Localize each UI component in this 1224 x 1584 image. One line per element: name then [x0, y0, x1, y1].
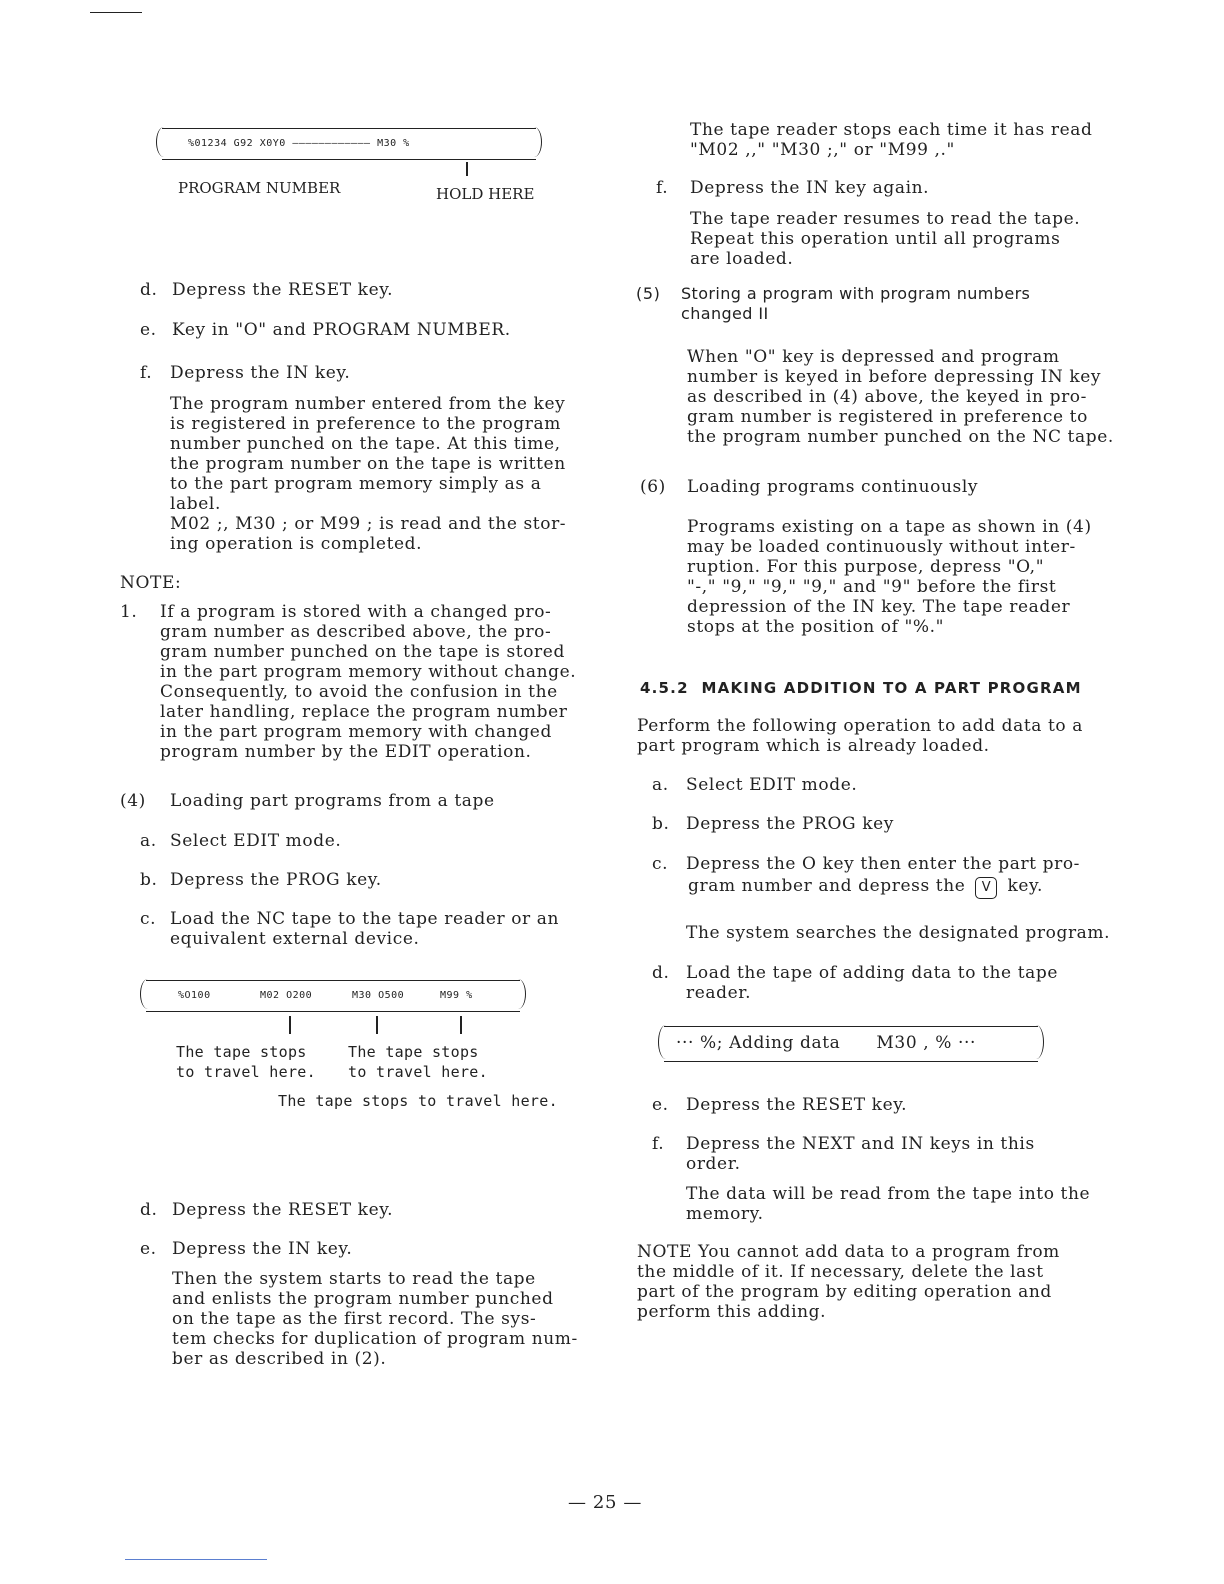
- step-d4-letter: d.: [140, 1200, 158, 1220]
- step-e4-letter: e.: [140, 1239, 157, 1259]
- step-e-letter-right: e.: [652, 1095, 669, 1115]
- section-6-number: (6): [640, 477, 666, 497]
- step-f-text-right: Depress the NEXT and IN keys in this order.: [686, 1134, 1035, 1174]
- step-e4-text: Depress the IN key.: [172, 1239, 353, 1259]
- step-c4-letter: c.: [140, 909, 157, 929]
- step-b-letter: b.: [652, 814, 670, 834]
- step-c4-text: Load the NC tape to the tape reader or an equivalent external device.: [170, 909, 560, 949]
- scan-mark-top: [90, 12, 142, 13]
- step-b4-text: Depress the PROG key.: [170, 870, 382, 890]
- section-6-title: Loading programs continuously: [687, 477, 979, 497]
- note-1-text: If a program is stored with a changed pro- gram number as described above, the pro- gram number punched on the tape is stored in the part program memory without change. Consequently, to avoid the confusion in the later handling, replace the program number in the part program memory with changed program number by the EDIT operation.: [160, 602, 577, 762]
- note-label: NOTE:: [120, 573, 182, 593]
- stop-label-2: The tape stops to travel here.: [348, 1043, 488, 1081]
- step-f-text: Depress the IN key.: [170, 363, 351, 383]
- tape-diagram-program-number: [162, 128, 536, 160]
- step-a-letter: a.: [652, 775, 669, 795]
- step-f-paragraph-right: The data will be read from the tape into the memory.: [686, 1184, 1091, 1224]
- step-f-letter: f.: [140, 363, 153, 383]
- step-c-paragraph: The system searches the designated program.: [686, 923, 1111, 943]
- step-f-again-letter: f.: [656, 178, 669, 198]
- stop-arrow-1: [289, 1016, 291, 1034]
- page-number: — 25 —: [568, 1492, 642, 1513]
- stop-arrow-2: [376, 1016, 378, 1034]
- step-f-paragraph: The program number entered from the key is registered in preference to the program number punched on the tape. At this time, the program number on the tape is written to the part program memory simply as a label. M02 ;, M30 ; or M99 ; is read and the stor- ing operation is completed.: [170, 394, 567, 554]
- stop-label-3: The tape stops to travel here.: [278, 1092, 558, 1110]
- heading-4-5-2: 4.5.2 MAKING ADDITION TO A PART PROGRAM: [640, 679, 1082, 697]
- step-d-text-right: Load the tape of adding data to the tape reader.: [686, 963, 1059, 1003]
- stop-label-1: The tape stops to travel here.: [176, 1043, 316, 1081]
- step-f-again-text: Depress the IN key again.: [690, 178, 930, 198]
- tape-reader-stops-paragraph: The tape reader stops each time it has read "M02 ,," "M30 ;," or "M99 ,.": [690, 120, 1093, 160]
- tape-diagram-adding-data: [664, 1026, 1038, 1062]
- tape-diagram-multiple-programs: [146, 980, 520, 1012]
- step-b-text: Depress the PROG key: [686, 814, 894, 834]
- section-4-number: (4): [120, 791, 146, 811]
- note-right: NOTE You cannot add data to a program from the middle of it. If necessary, delete the last part of the program by editing operation and perform this adding.: [637, 1242, 1060, 1322]
- program-number-label: PROGRAM NUMBER: [178, 179, 341, 197]
- step-e-text-right: Depress the RESET key.: [686, 1095, 908, 1115]
- section-5-title: Storing a program with program numbers changed II: [681, 284, 1031, 323]
- step-f-again-paragraph: The tape reader resumes to read the tape. Repeat this operation until all programs are loaded.: [690, 209, 1081, 269]
- note-1-number: 1.: [120, 602, 138, 622]
- section-5-paragraph: When "O" key is depressed and program number is keyed in before depressing IN key as described in (4) above, the keyed in pro- gram number is registered in preference to the program number punched on the NC tape.: [687, 347, 1114, 447]
- section-5-number: (5): [636, 284, 661, 303]
- tape-part-3: M30 O500: [352, 990, 405, 1001]
- step-d-letter: d.: [140, 280, 158, 300]
- step-e-text: Key in "O" and PROGRAM NUMBER.: [172, 320, 511, 340]
- cursor-down-key-icon: V: [975, 877, 997, 899]
- step-c-text: Depress the O key then enter the part pro-: [686, 854, 1081, 874]
- adding-data-tape-text: ··· %; Adding data M30 , % ···: [676, 1033, 977, 1053]
- tape-part-4: M99 %: [440, 990, 473, 1001]
- step-e-letter: e.: [140, 320, 157, 340]
- section-6-paragraph: Programs existing on a tape as shown in (4) may be loaded continuously without inter- ruption. For this purpose, depress "O," "-," "9," "9," "9," and "9" before the first depression of the IN key. The tape reader stops at the position of "%.": [687, 517, 1092, 637]
- tape-text: %01234 G92 X0Y0 ———————————— M30 %: [188, 138, 410, 149]
- step-d4-text: Depress the RESET key.: [172, 1200, 394, 1220]
- step-f-letter-right: f.: [652, 1134, 665, 1154]
- tape-part-1: %O100: [178, 990, 211, 1001]
- step-e4-paragraph: Then the system starts to read the tape and enlists the program number punched on the tape as the first record. The sys- tem checks for duplication of program num- ber as described in (2).: [172, 1269, 578, 1369]
- step-c-line2: [688, 876, 1043, 899]
- step-d-letter-right: d.: [652, 963, 670, 983]
- section-4-5-2-intro: Perform the following operation to add data to a part program which is already loaded.: [637, 716, 1084, 756]
- step-a4-text: Select EDIT mode.: [170, 831, 342, 851]
- step-c-line2-start: gram number and depress the: [688, 876, 966, 896]
- step-c-letter: c.: [652, 854, 669, 874]
- step-a-text: Select EDIT mode.: [686, 775, 858, 795]
- hold-here-label: HOLD HERE: [436, 185, 535, 203]
- step-c-line2-end: key.: [1007, 876, 1043, 896]
- step-b4-letter: b.: [140, 870, 158, 890]
- stop-arrow-3: [460, 1016, 462, 1034]
- scan-mark-bottom: [125, 1559, 267, 1560]
- tape-part-2: M02 O200: [260, 990, 313, 1001]
- hold-here-arrow: [466, 162, 468, 176]
- section-4-title: Loading part programs from a tape: [170, 791, 495, 811]
- step-a4-letter: a.: [140, 831, 157, 851]
- step-d-text: Depress the RESET key.: [172, 280, 394, 300]
